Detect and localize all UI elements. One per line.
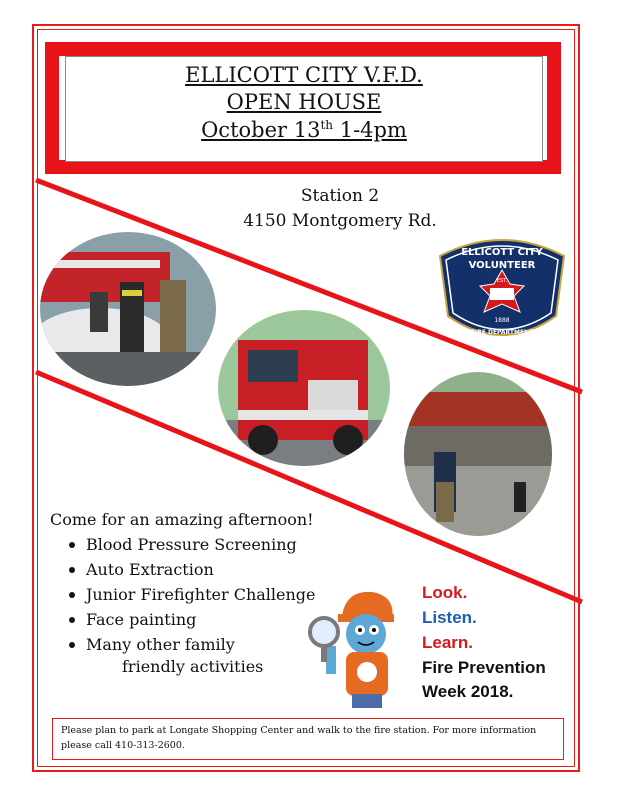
svg-text:EST.: EST.: [496, 278, 508, 284]
station-address: 4150 Montgomery Rd.: [243, 211, 437, 231]
activities-list: [66, 532, 316, 657]
header-date: October 13th 1-4pm: [201, 118, 407, 142]
list-item: Auto Extraction: [66, 557, 316, 582]
bullet-icon: [69, 542, 75, 548]
bullet-icon: [69, 567, 75, 573]
slogan-look: Look.: [422, 583, 468, 602]
slogan-listen: Listen.: [422, 608, 477, 627]
list-item: Many other family: [66, 632, 316, 657]
photo-auto-extraction: [40, 232, 216, 386]
slogan-week: Week 2018.: [422, 682, 514, 701]
parking-note: Please plan to park at Longate Shopping Center and walk to the fire station. For more information please call 410-313-2600.: [52, 718, 564, 760]
photo-ellicott-city-bridge: [404, 372, 552, 536]
station-name: Station 2: [300, 186, 380, 206]
svg-text:FIRE DEPARTMENT: FIRE DEPARTMENT: [470, 329, 534, 336]
svg-text:VOLUNTEER: VOLUNTEER: [468, 260, 536, 271]
list-item: Blood Pressure Screening: [66, 532, 316, 557]
slogan-learn: Learn.: [422, 633, 474, 652]
location-block: [230, 184, 450, 234]
slogan-fire-prevention: Fire Prevention: [422, 658, 546, 677]
header-title-box: [65, 56, 543, 162]
header-subtitle: OPEN HOUSE: [226, 90, 382, 114]
list-item: Face painting: [66, 607, 316, 632]
mascot-illustration: [306, 576, 414, 710]
bullet-icon: [69, 617, 75, 623]
svg-text:1888: 1888: [494, 317, 510, 324]
list-item: Junior Firefighter Challenge: [66, 582, 316, 607]
bullet-icon: [69, 592, 75, 598]
svg-text:ELLICOTT CITY: ELLICOTT CITY: [461, 247, 543, 258]
fire-department-logo: [432, 230, 572, 346]
activities-intro: Come for an amazing afternoon!: [50, 510, 314, 529]
photo-fire-engine: [218, 310, 390, 466]
header-title: ELLICOTT CITY V.F.D.: [185, 63, 423, 87]
activities-continuation: friendly activities: [122, 657, 264, 676]
bullet-icon: [69, 642, 75, 648]
